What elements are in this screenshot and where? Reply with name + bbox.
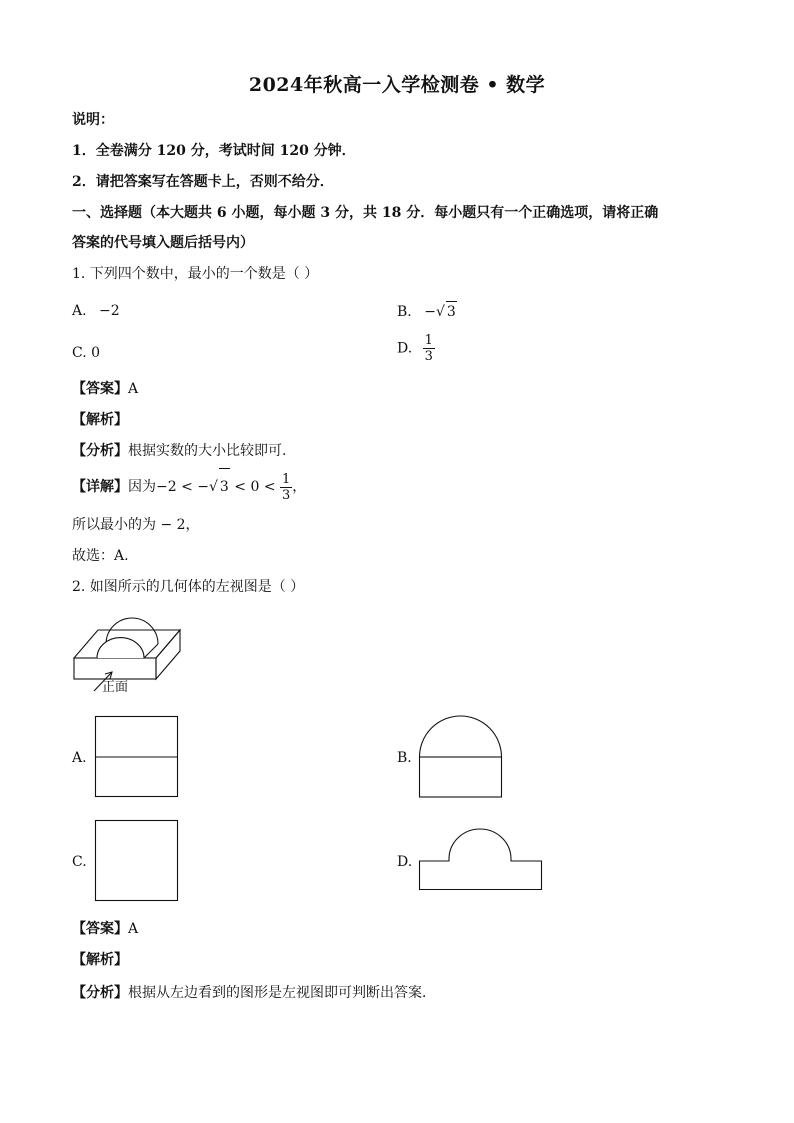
q1-detail: 【详解】因为−2 < −√ 3 < 0 < $\frac{1}{3}$ ， [72, 468, 306, 505]
q2-option-d-figure [419, 829, 544, 891]
fraction-numerator: 1 [424, 333, 433, 348]
q2-option-a-figure [95, 716, 179, 798]
q1-option-b-radicand: 3 [446, 301, 457, 322]
q2-solid-figure [72, 604, 192, 694]
q2-analysis-tag [72, 950, 128, 970]
q1-fenxi [72, 441, 286, 461]
option-d-outline [420, 829, 542, 890]
detail-fraction [280, 472, 292, 503]
box-right-face [156, 630, 180, 679]
option-c-square [96, 821, 178, 901]
detail-mid: < 0 < [229, 479, 276, 495]
box-front-face [74, 658, 156, 679]
q1-stem: 1. 下列四个数中，最小的一个数是（ ） [72, 266, 319, 282]
fraction-denominator: 3 [282, 487, 291, 503]
option-b-rect [420, 757, 502, 797]
q1-option-b-label: B. [397, 304, 412, 320]
q2-option-b-figure [419, 716, 503, 798]
q1-option-a-value: −2 [99, 303, 120, 319]
answer-tag: 【答案】 [72, 921, 128, 937]
q2-stem: 2. 如图所示的几何体的左视图是（ ） [72, 579, 305, 595]
answer-tag: 【答案】 [72, 381, 128, 397]
q1-analysis-tag [72, 410, 128, 430]
section-heading: 一、选择题（本大题共 6 小题，每小题 3 分，共 18 分．每小题只有一个正确选项，请将正确 [72, 205, 659, 221]
q2-fenxi [72, 983, 436, 1003]
fenxi-tag: 【分析】 [72, 443, 128, 459]
analysis-tag: 【解析】 [72, 412, 128, 428]
fraction-denominator: 3 [424, 349, 433, 364]
q1-conclusion: 所以最小的为 − 2， [72, 517, 200, 533]
q2-option-c-figure [95, 820, 179, 902]
detail-radicand: 3 [219, 468, 230, 505]
analysis-tag: 【解析】 [72, 952, 128, 968]
detail-suffix: ， [292, 479, 307, 495]
detail-tag: 【详解】 [72, 479, 128, 495]
fraction-numerator: 1 [282, 471, 291, 487]
q1-option-d [397, 333, 435, 364]
section-heading-cont: 答案的代号填入题后括号内） [72, 235, 254, 251]
q1-answer [72, 379, 138, 399]
page-title: 2024年秋高一入学检测卷 • 数学 [248, 74, 546, 96]
q2-answer [72, 919, 138, 939]
answer-value: A [128, 381, 139, 397]
q1-option-a-label: A. [72, 303, 87, 319]
q2-option-b-label: B. [397, 750, 412, 766]
q1-choice: 故选：A. [72, 548, 129, 564]
q2-front-label: 正面 [102, 680, 129, 695]
q1-option-b-prefix: − [424, 304, 436, 320]
q2-option-d-label: D. [397, 854, 413, 870]
cylinder-front-arc [97, 638, 144, 658]
answer-value: A [128, 921, 139, 937]
q1-option-d-fraction [423, 333, 435, 364]
q2-option-a-label: A. [72, 750, 87, 766]
q2-option-c-label: C. [72, 854, 87, 870]
q1-option-a [72, 301, 120, 321]
note-item-2: 2．请把答案写在答题卡上，否则不给分． [72, 174, 334, 190]
fenxi-text: 根据从左边看到的图形是左视图即可判断出答案． [128, 985, 436, 1001]
detail-prefix: 因为 [128, 479, 156, 495]
q1-option-b: B. −√ 3 [397, 301, 457, 322]
q1-option-d-label: D. [397, 340, 413, 357]
fenxi-text: 根据实数的大小比较即可. [128, 443, 287, 459]
note-item-1: 1．全卷满分 120 分，考试时间 120 分钟． [72, 143, 356, 159]
notes-heading: 说明： [72, 112, 114, 128]
q1-option-c: C. 0 [72, 345, 101, 361]
fenxi-tag: 【分析】 [72, 985, 128, 1001]
cylinder-edge [144, 644, 158, 658]
detail-math: −2 < − [156, 479, 209, 495]
option-b-arc [420, 716, 502, 757]
